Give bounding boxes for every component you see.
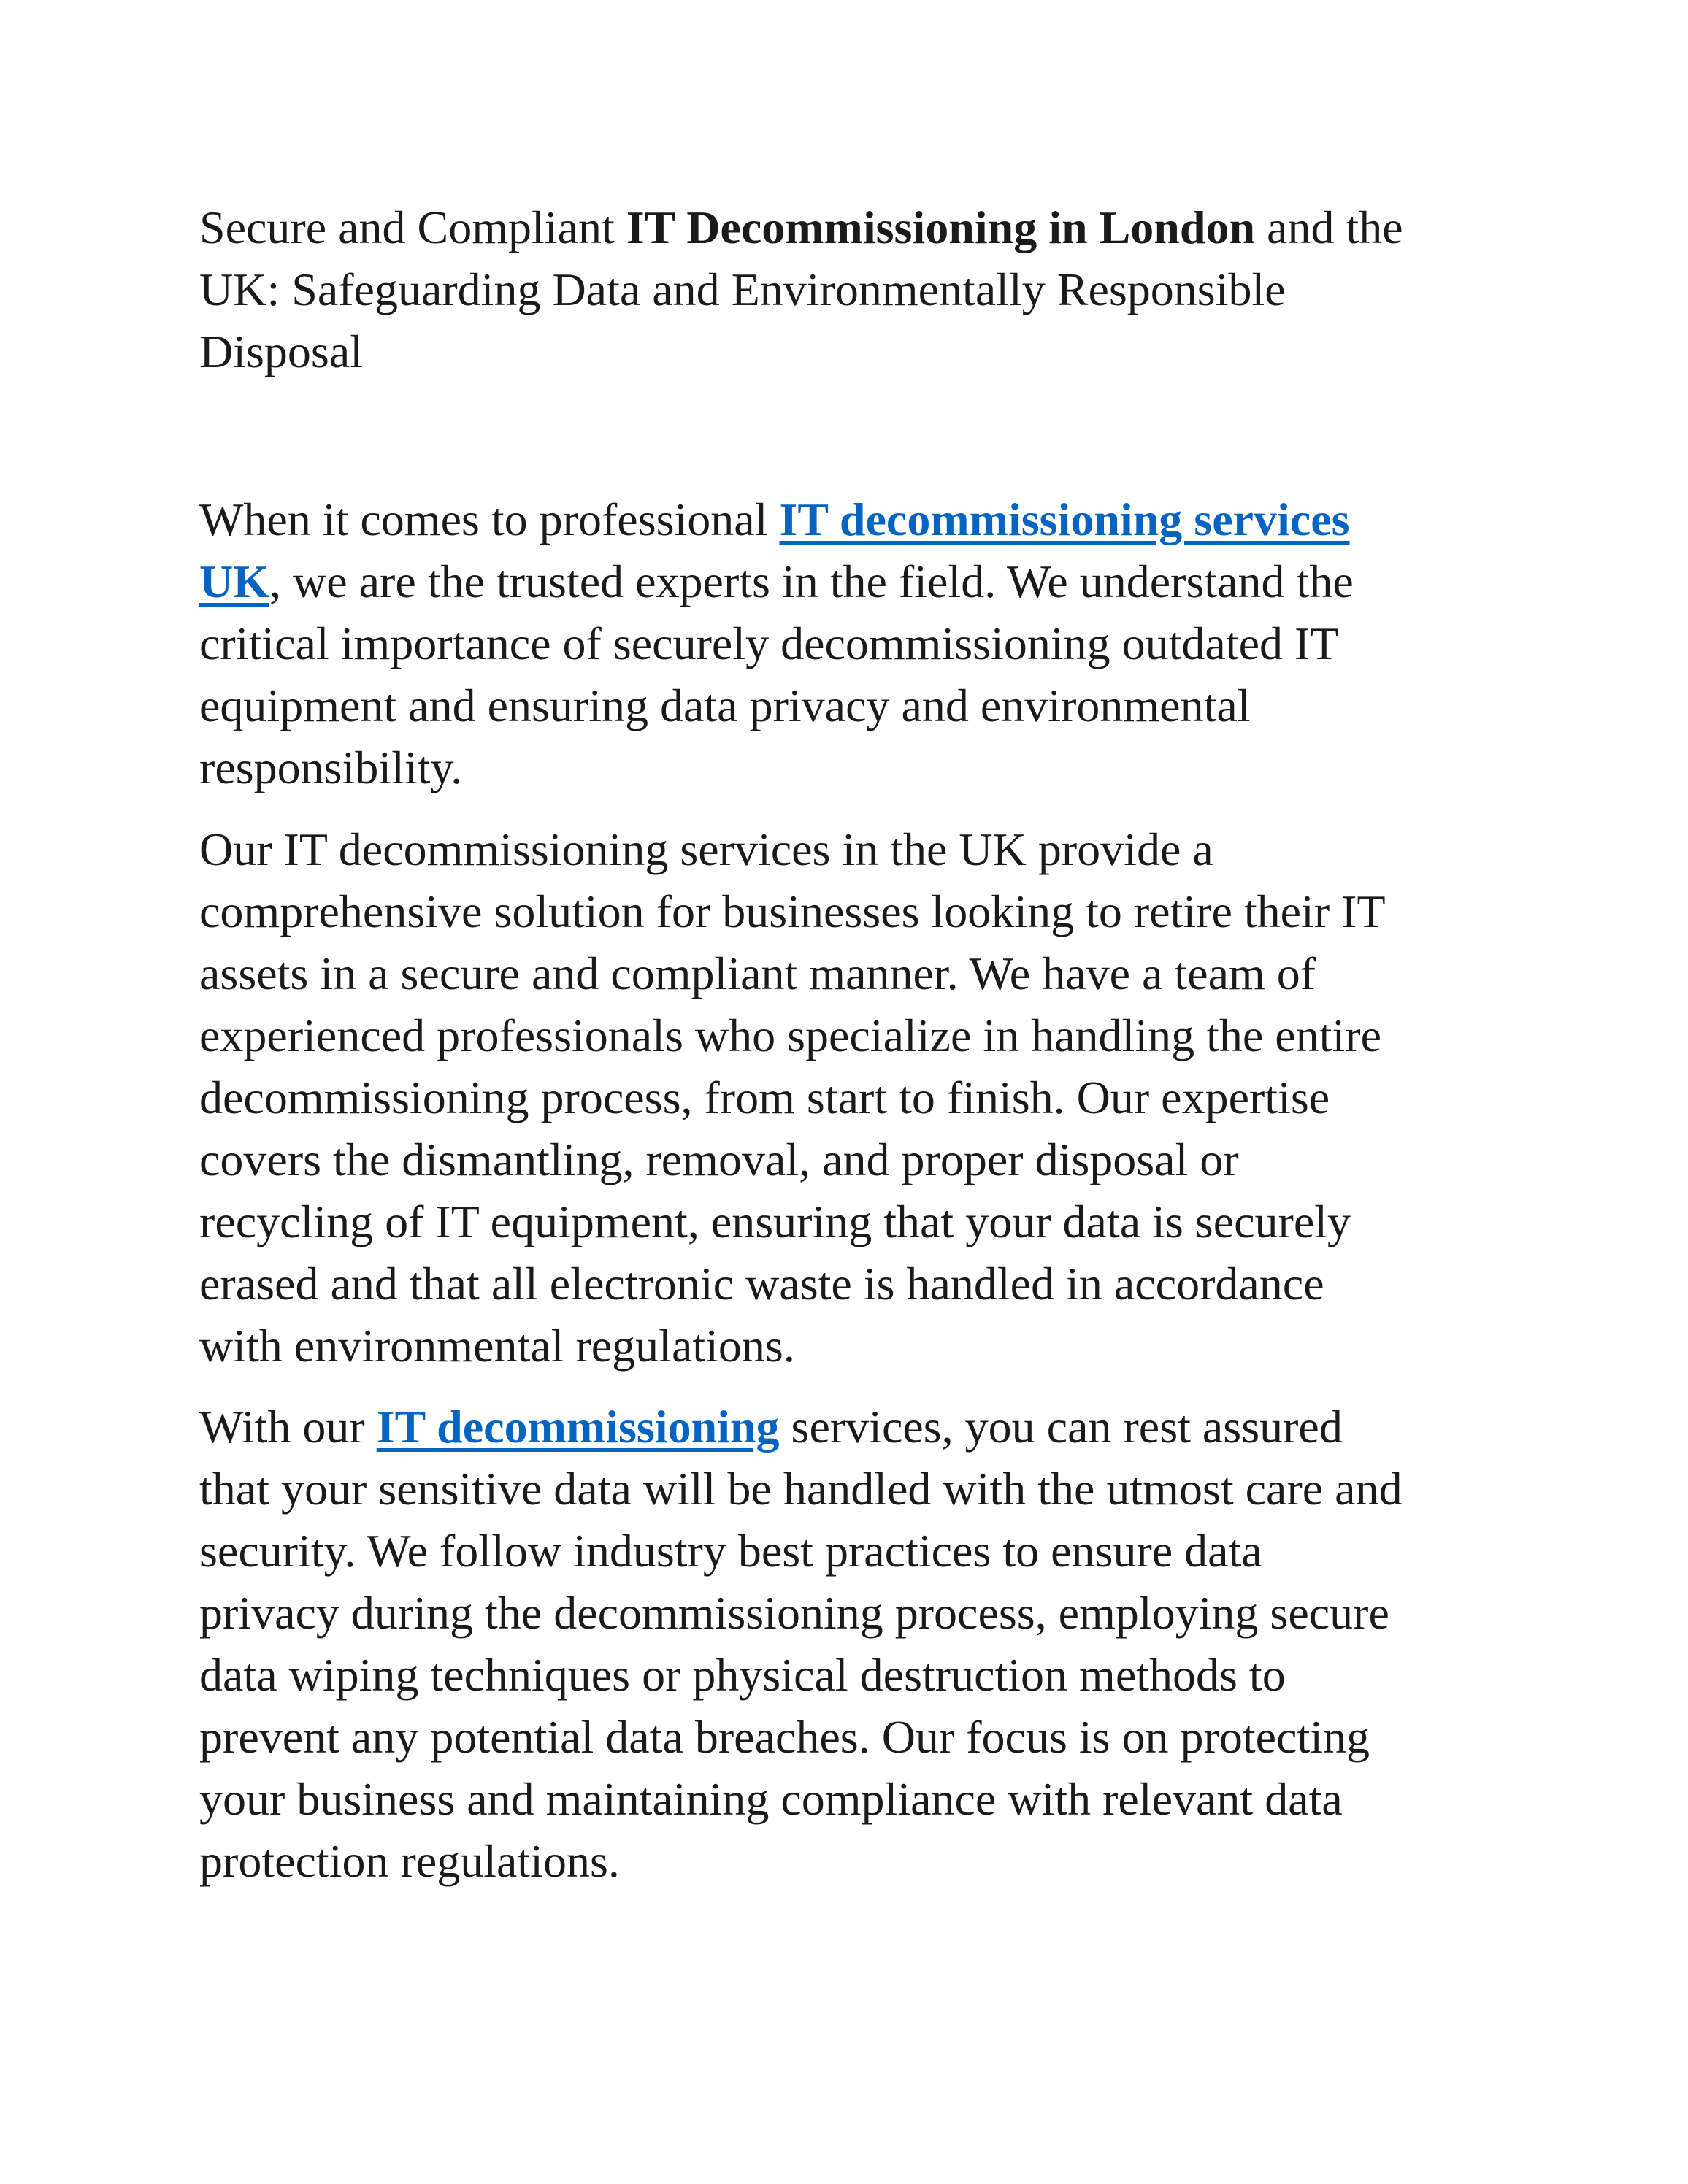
paragraph-line: recycling of IT equipment, ensuring that your data is securely [199, 1196, 1351, 1247]
paragraph-line: Our IT decommissioning services in the UK provide a [199, 823, 1213, 875]
paragraph-data-security [199, 1396, 1403, 1892]
paragraph-line [199, 488, 1354, 550]
paragraph-line: privacy during the decommissioning process, employing secure [199, 1587, 1389, 1639]
paragraph-line [199, 1396, 1403, 1458]
paragraph-line: that your sensitive data will be handled with the utmost care and [199, 1463, 1403, 1515]
paragraph-line: decommissioning process, from start to finish. Our expertise [199, 1072, 1330, 1123]
document-title [199, 196, 1403, 382]
paragraph-line: equipment and ensuring data privacy and environmental [199, 680, 1251, 731]
paragraph-line [199, 550, 1354, 612]
paragraph-line: assets in a secure and compliant manner. We have a team of [199, 947, 1316, 999]
title-bold-text: IT Decommissioning in London [626, 201, 1256, 253]
paragraph-line: prevent any potential data breaches. Our focus is on protecting [199, 1711, 1370, 1763]
link-it-decommissioning-services-uk[interactable]: IT decommissioning services [779, 493, 1350, 545]
text: With our [199, 1401, 377, 1453]
paragraph-line: experienced professionals who specialize in handling the entire [199, 1010, 1381, 1061]
title-line: Disposal [199, 326, 363, 377]
paragraph-line: critical importance of securely decommissioning outdated IT [199, 618, 1339, 669]
paragraph-line: covers the dismantling, removal, and proper disposal or [199, 1134, 1239, 1185]
text: , we are the trusted experts in the field. We understand the [269, 555, 1354, 607]
paragraph-line: comprehensive solution for businesses looking to retire their IT [199, 885, 1386, 937]
title-line: UK: Safeguarding Data and Environmentally Responsible [199, 264, 1286, 315]
paragraph-line: data wiping techniques or physical destruction methods to [199, 1649, 1286, 1701]
paragraph-line: protection regulations. [199, 1835, 620, 1887]
title-line [199, 196, 1403, 258]
paragraph-intro [199, 488, 1354, 799]
paragraph-line: erased and that all electronic waste is handled in accordance [199, 1258, 1324, 1310]
paragraph-line: security. We follow industry best practices to ensure data [199, 1525, 1262, 1577]
title-text: Secure and Compliant [199, 201, 626, 253]
paragraph-line: your business and maintaining compliance with relevant data [199, 1773, 1343, 1825]
paragraph-services [199, 818, 1386, 1377]
link-it-decommissioning-services-uk-cont[interactable]: UK [199, 555, 269, 607]
text: services, you can rest assured [779, 1401, 1343, 1453]
text: When it comes to professional [199, 493, 780, 545]
link-it-decommissioning[interactable]: IT decommissioning [376, 1401, 780, 1453]
paragraph-line: with environmental regulations. [199, 1320, 795, 1372]
title-text: and the [1255, 201, 1403, 253]
paragraph-line: responsibility. [199, 742, 463, 793]
